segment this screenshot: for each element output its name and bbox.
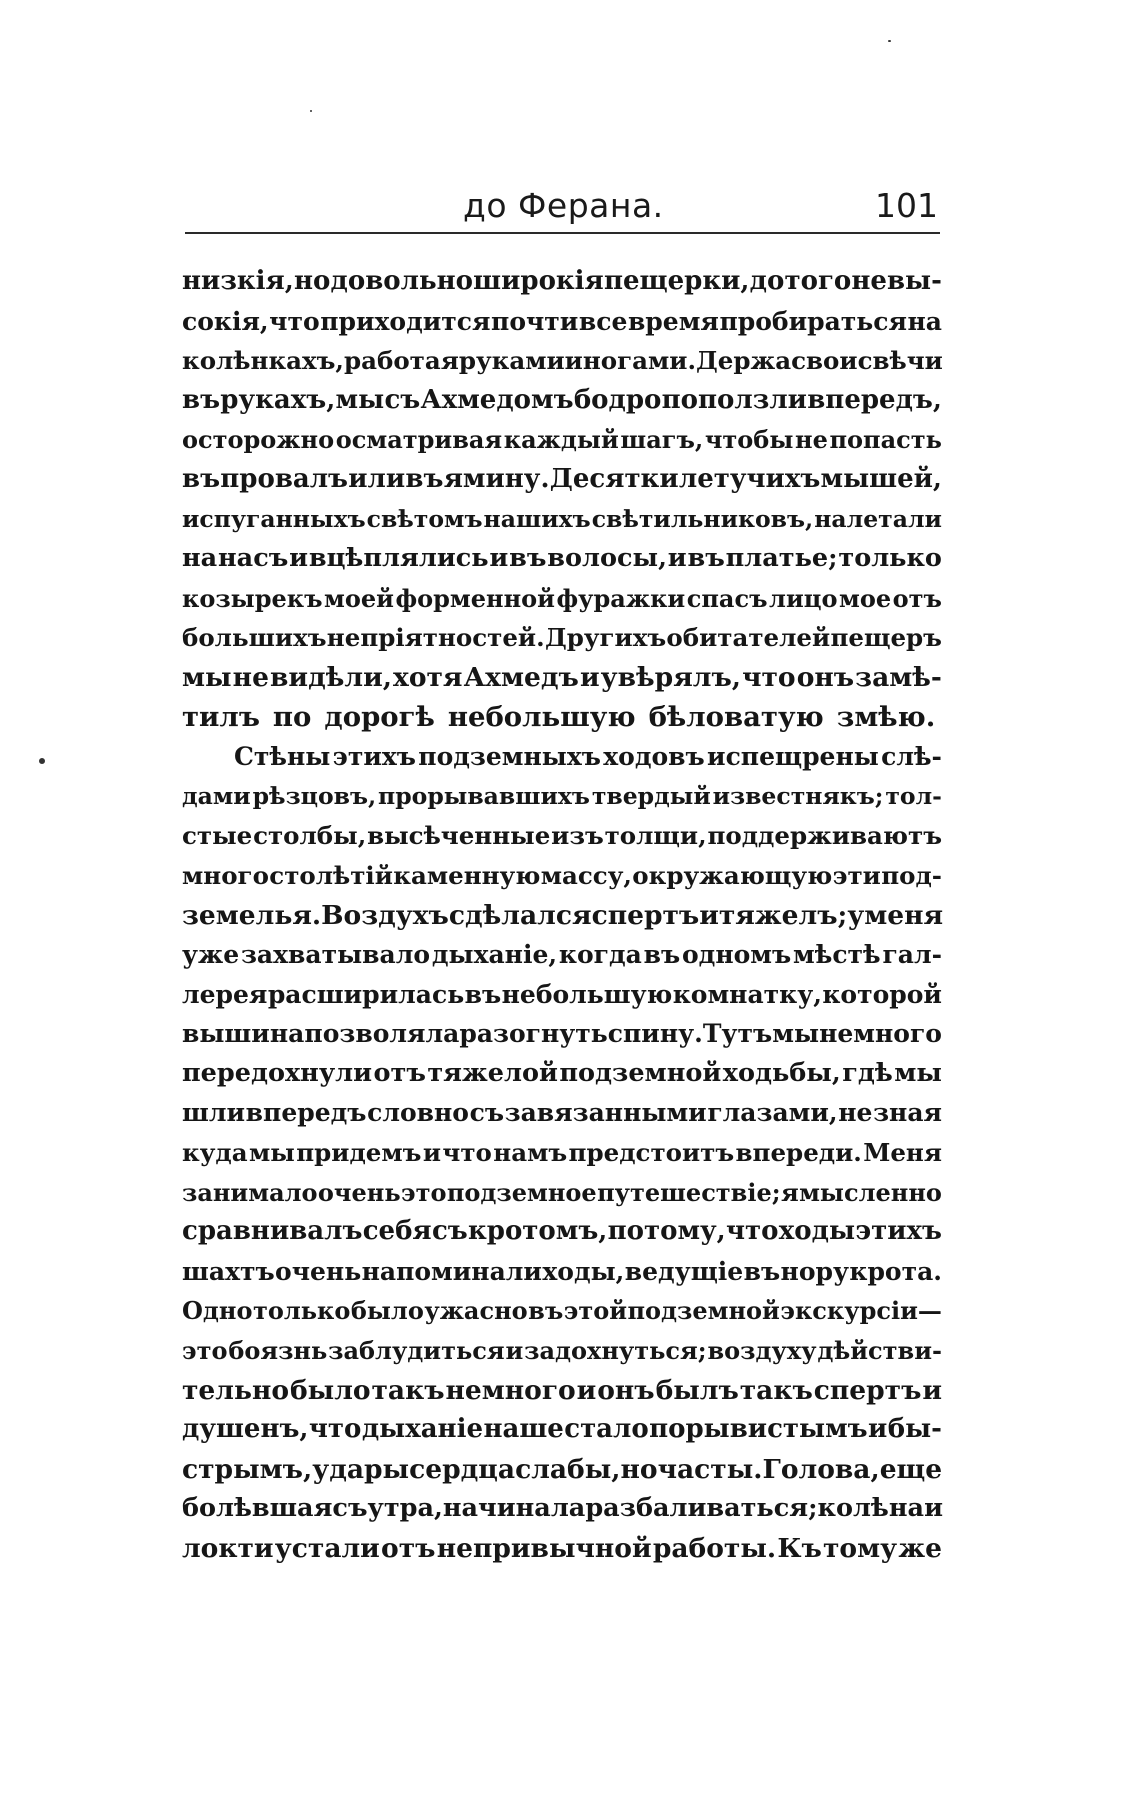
word: спертъ <box>813 1374 922 1406</box>
word: впередъ, <box>807 384 942 415</box>
word: локти <box>182 1533 274 1564</box>
word: такъ <box>739 1374 813 1406</box>
word: съ <box>431 1216 468 1247</box>
word: въ <box>182 463 221 494</box>
word: и <box>576 1374 597 1406</box>
word: хотя <box>393 661 463 693</box>
word: дѣйстви- <box>817 1336 942 1366</box>
word: мы <box>248 1138 295 1168</box>
word: и <box>667 543 687 574</box>
word: Одно <box>182 1296 253 1326</box>
word: въ <box>464 979 502 1009</box>
word: каменную <box>393 860 541 890</box>
word: ужасно <box>424 1296 528 1326</box>
word: это <box>400 1177 447 1207</box>
word: поддерживаютъ <box>707 821 942 851</box>
word: подземныхъ <box>418 742 601 772</box>
word: намъ <box>493 1138 568 1168</box>
word: почти <box>491 306 579 336</box>
word: спертъ <box>591 899 700 931</box>
word: довольно <box>330 266 473 296</box>
word: этихъ <box>332 742 416 772</box>
word: часты. <box>657 1453 763 1485</box>
word: и <box>289 543 309 574</box>
word: что <box>726 1216 779 1247</box>
word: форменной <box>395 583 555 613</box>
word: когда <box>558 940 642 970</box>
word: только <box>252 1296 351 1326</box>
scan-speck <box>310 110 312 112</box>
word: бы- <box>887 1414 942 1445</box>
word: видѣли, <box>270 661 392 693</box>
word: ходы <box>778 1216 856 1247</box>
word: этой <box>563 1296 627 1326</box>
text-line <box>182 1371 942 1411</box>
word: изъ <box>551 821 604 851</box>
word: широкія <box>473 266 604 296</box>
word: Другихъ <box>544 623 667 653</box>
word: экскурсіи— <box>780 1296 942 1326</box>
word: поползли <box>661 384 807 415</box>
text-line <box>182 975 942 1015</box>
word: колѣна <box>817 1493 925 1524</box>
word: стые <box>182 821 253 851</box>
word: того <box>784 266 852 296</box>
word: что <box>308 1414 362 1445</box>
word: столѣтій <box>269 860 393 890</box>
word: ногами. <box>582 346 696 376</box>
word: комнатку, <box>672 979 822 1009</box>
word: болѣвшая <box>182 1493 333 1524</box>
word: и <box>699 899 719 931</box>
word: тяжелой <box>427 1057 558 1088</box>
word: летучихъ <box>678 463 821 494</box>
word: известнякъ; <box>712 781 884 810</box>
word: все <box>578 306 628 336</box>
scan-speck <box>39 758 45 764</box>
word: порывистымъ <box>649 1414 868 1445</box>
word: наше <box>483 1414 564 1445</box>
word: Тутъ <box>702 1019 773 1049</box>
word: захватывало <box>240 940 431 970</box>
word: напоминали <box>361 1256 542 1286</box>
word: моей <box>324 583 394 613</box>
word: было <box>350 1296 424 1326</box>
word: обитателей <box>666 623 831 653</box>
text-line <box>182 935 942 975</box>
word: начинала <box>442 1493 586 1524</box>
word: путешествіе; <box>597 1177 781 1207</box>
text-line <box>182 1450 942 1490</box>
word: шагъ, <box>620 425 704 455</box>
word: съ <box>384 384 421 415</box>
word: и <box>505 1336 524 1366</box>
word: очень <box>317 1177 401 1207</box>
word: и <box>922 1374 942 1406</box>
word: Къ <box>777 1533 822 1564</box>
page-header <box>185 186 940 230</box>
word: я <box>780 1177 799 1207</box>
word: Воздухъ <box>321 899 449 931</box>
word: до <box>749 266 785 296</box>
word: Ахмедомъ <box>420 384 574 415</box>
word: на <box>907 306 942 336</box>
word: много <box>182 860 269 890</box>
word: Держа <box>695 346 792 376</box>
word: осторожно <box>182 425 335 455</box>
word: въ <box>687 543 725 574</box>
word: нору <box>780 1256 849 1286</box>
word: мы <box>182 661 232 693</box>
word: твердый <box>591 781 711 810</box>
word: фуражки <box>556 583 686 613</box>
text-line <box>182 1173 942 1213</box>
word: большихъ <box>182 623 327 653</box>
word: приходится <box>320 306 491 336</box>
word: и <box>564 346 583 376</box>
word: свѣчи <box>857 346 943 376</box>
text-line <box>182 381 942 421</box>
word: эти <box>832 860 881 890</box>
text-line <box>182 618 942 658</box>
word: нашихъ <box>483 504 591 533</box>
word: очень <box>275 1256 362 1286</box>
word: что <box>742 661 796 693</box>
word: низкія, <box>182 266 294 296</box>
word: шахтъ <box>182 1256 275 1286</box>
word: вцѣплялись <box>308 543 489 574</box>
text-line <box>182 1212 942 1252</box>
word: крота. <box>849 1256 942 1286</box>
word: ходовъ <box>603 742 705 772</box>
word: и <box>422 1138 442 1168</box>
text-line <box>182 698 942 738</box>
word: пещерки, <box>603 266 750 296</box>
word: руками <box>458 346 565 376</box>
text-line <box>182 1529 942 1569</box>
word: кротомъ, <box>468 1216 608 1247</box>
text-line <box>182 658 942 698</box>
word: работы. <box>652 1533 777 1564</box>
word: что <box>269 306 320 336</box>
word: мое <box>839 583 892 613</box>
word: не <box>232 661 269 693</box>
word: зная <box>873 1098 942 1128</box>
word: занимало <box>182 1177 318 1207</box>
word: впередъ <box>245 1098 367 1128</box>
text-line <box>182 1489 942 1529</box>
word: дыханіе <box>361 1414 484 1445</box>
word: въ <box>743 1256 781 1286</box>
word: тельно <box>182 1374 290 1406</box>
text-line <box>182 1410 942 1450</box>
word: меня <box>864 899 944 931</box>
text-line <box>182 1133 942 1173</box>
text-line <box>182 1331 942 1371</box>
word: заблудиться <box>328 1336 505 1366</box>
word: тяжелъ; <box>718 899 848 931</box>
text-line <box>182 896 942 936</box>
text-line <box>182 539 942 579</box>
word: въ <box>643 940 681 970</box>
running-title: до Ферана. <box>463 186 664 225</box>
word: тому <box>823 1533 898 1564</box>
word: небольшую <box>447 700 636 733</box>
text-line <box>182 262 942 302</box>
word: под- <box>881 860 942 890</box>
word: земелья. <box>182 899 322 931</box>
word: Меня <box>863 1138 942 1168</box>
word: разбаливаться; <box>585 1493 818 1524</box>
word: не <box>838 1098 873 1128</box>
word: подземной <box>559 1057 722 1088</box>
word: онъ <box>597 1374 655 1406</box>
word: непривычной <box>436 1533 652 1564</box>
word: дорогѣ <box>324 700 435 733</box>
word: высѣченные <box>367 821 551 851</box>
text-line <box>182 1014 942 1054</box>
word: потому, <box>607 1216 726 1247</box>
word: колѣнкахъ, <box>182 346 344 376</box>
word: окружающую <box>632 860 833 890</box>
word: Стѣны <box>234 742 331 772</box>
word: не <box>795 425 828 455</box>
word: сокія, <box>182 306 269 336</box>
word: удары <box>312 1453 410 1485</box>
word: немного <box>819 1019 942 1049</box>
word: подземное <box>446 1177 597 1207</box>
word: свѣтильниковъ, <box>591 504 814 533</box>
text-line <box>182 1093 942 1133</box>
word: насъ <box>218 543 289 574</box>
body-text <box>182 262 942 1569</box>
word: отъ <box>373 1057 426 1088</box>
word: тилъ <box>182 700 260 733</box>
word: небольшую <box>501 979 673 1009</box>
word: завязанными <box>504 1098 707 1128</box>
text-line <box>182 579 942 619</box>
word: увѣрялъ, <box>600 661 742 693</box>
word: въ <box>509 543 547 574</box>
text-line <box>182 460 942 500</box>
word: что <box>442 1138 492 1168</box>
word: въ <box>182 384 221 415</box>
word: рукахъ, <box>220 384 336 415</box>
word: мысленно <box>799 1177 942 1207</box>
word: придемъ <box>296 1138 422 1168</box>
text-line <box>182 777 942 817</box>
word: отъ <box>381 1533 436 1564</box>
word: гдѣ <box>842 1057 893 1088</box>
word: массу, <box>540 860 632 890</box>
word: былъ <box>655 1374 739 1406</box>
word: вышина <box>182 1019 305 1049</box>
word: невы- <box>851 266 942 296</box>
word: бодро <box>573 384 662 415</box>
word: подземной <box>627 1296 780 1326</box>
word: уже <box>182 940 240 970</box>
word: было <box>289 1374 371 1406</box>
word: мы <box>772 1019 820 1049</box>
word: толщи, <box>604 821 707 851</box>
word: впереди. <box>735 1138 862 1168</box>
word: свѣтомъ <box>366 504 483 533</box>
word: стало <box>564 1414 649 1445</box>
word: предстоитъ <box>568 1138 735 1168</box>
word: боязнь <box>228 1336 328 1366</box>
word: мышей, <box>820 463 942 494</box>
word: Голова, <box>762 1453 880 1485</box>
word: на <box>182 543 218 574</box>
word: которой <box>822 979 942 1009</box>
text-line <box>182 1291 942 1331</box>
word: ходы, <box>542 1256 625 1286</box>
word: шли <box>182 1098 246 1128</box>
word: волосы, <box>547 543 667 574</box>
word: но <box>294 266 331 296</box>
word: змѣю. <box>836 700 936 733</box>
word: но <box>620 1453 658 1485</box>
word: такъ <box>371 1374 445 1406</box>
word: лерея <box>182 979 268 1009</box>
word: стрымъ, <box>182 1453 313 1485</box>
text-line <box>182 341 942 381</box>
text-line <box>182 816 942 856</box>
word: сердца <box>409 1453 516 1485</box>
word: непріятностей. <box>326 623 545 653</box>
text-line <box>182 420 942 460</box>
word: время <box>627 306 719 336</box>
word: столбы, <box>253 821 367 851</box>
word: съ <box>469 1098 505 1128</box>
word: передохнули <box>182 1057 373 1088</box>
word: мы <box>894 1057 942 1088</box>
word: козырекъ <box>182 583 323 613</box>
word: провалъ <box>220 463 349 494</box>
word: Ахмедъ <box>463 661 579 693</box>
word: сравнивалъ <box>182 1216 363 1247</box>
word: отъ <box>892 583 942 613</box>
word: мы <box>335 384 385 415</box>
word: въ <box>528 1296 564 1326</box>
word: съ <box>332 1493 368 1524</box>
word: утра, <box>367 1493 443 1524</box>
word: Десятки <box>549 463 679 494</box>
word: замѣ- <box>855 661 942 693</box>
word: и <box>868 1414 888 1445</box>
word: онъ <box>796 661 855 693</box>
word: же <box>898 1533 942 1564</box>
word: испещрены <box>707 742 879 772</box>
word: или <box>348 463 406 494</box>
word: немного <box>445 1374 576 1406</box>
word: налетали <box>814 504 942 533</box>
word: дами <box>182 781 251 810</box>
word: дыханіе, <box>431 940 558 970</box>
word: и <box>924 1493 943 1524</box>
word: себя <box>362 1216 432 1247</box>
word: этихъ <box>855 1216 942 1247</box>
word: разогнуть <box>459 1019 608 1049</box>
word: пробираться <box>719 306 907 336</box>
word: слабы, <box>515 1453 621 1485</box>
word: позволяла <box>304 1019 460 1049</box>
word: слѣ- <box>881 742 942 772</box>
word: испуганныхъ <box>182 504 366 533</box>
word: въ <box>405 463 444 494</box>
word: куда <box>182 1138 248 1168</box>
word: рѣзцовъ, <box>252 781 377 810</box>
word: воздуху <box>707 1336 817 1366</box>
word: работая <box>343 346 459 376</box>
word: и <box>579 661 600 693</box>
word: гал- <box>882 940 942 970</box>
word: попасть <box>829 425 942 455</box>
word: глазами, <box>707 1098 838 1128</box>
text-line <box>182 500 942 540</box>
page-number: 101 <box>875 186 938 225</box>
word: устали <box>274 1533 380 1564</box>
scan-speck <box>888 40 891 42</box>
text-line <box>182 1054 942 1094</box>
word: бѣловатую <box>648 700 824 733</box>
word: расширилась <box>267 979 465 1009</box>
word: одномъ <box>682 940 792 970</box>
text-line <box>182 1252 942 1292</box>
word: только <box>838 543 942 574</box>
word: ведущіе <box>624 1256 744 1286</box>
word: ходьбы, <box>722 1057 841 1088</box>
word: сдѣлался <box>448 899 592 931</box>
text-line <box>182 737 942 777</box>
word: словно <box>367 1098 469 1128</box>
word: задохнуться; <box>524 1336 707 1366</box>
word: еще <box>879 1453 943 1485</box>
word: пещеръ <box>830 623 942 653</box>
word: это <box>182 1336 228 1366</box>
word: чтобы <box>704 425 794 455</box>
word: ямину. <box>443 463 550 494</box>
word: лицо <box>769 583 838 613</box>
word: мѣстѣ <box>793 940 881 970</box>
header-rule <box>185 232 940 234</box>
word: прорывавшихъ <box>378 781 590 810</box>
word: осматривая <box>335 425 503 455</box>
word: у <box>847 899 865 931</box>
word: каждый <box>503 425 619 455</box>
word: тол- <box>885 781 942 810</box>
word: свои <box>791 346 858 376</box>
word: душенъ, <box>182 1414 309 1445</box>
word: спасъ <box>686 583 768 613</box>
word: спину. <box>607 1019 703 1049</box>
text-line <box>182 856 942 896</box>
word: платье; <box>725 543 838 574</box>
word: и <box>489 543 509 574</box>
word: по <box>272 700 312 733</box>
text-line <box>182 302 942 342</box>
